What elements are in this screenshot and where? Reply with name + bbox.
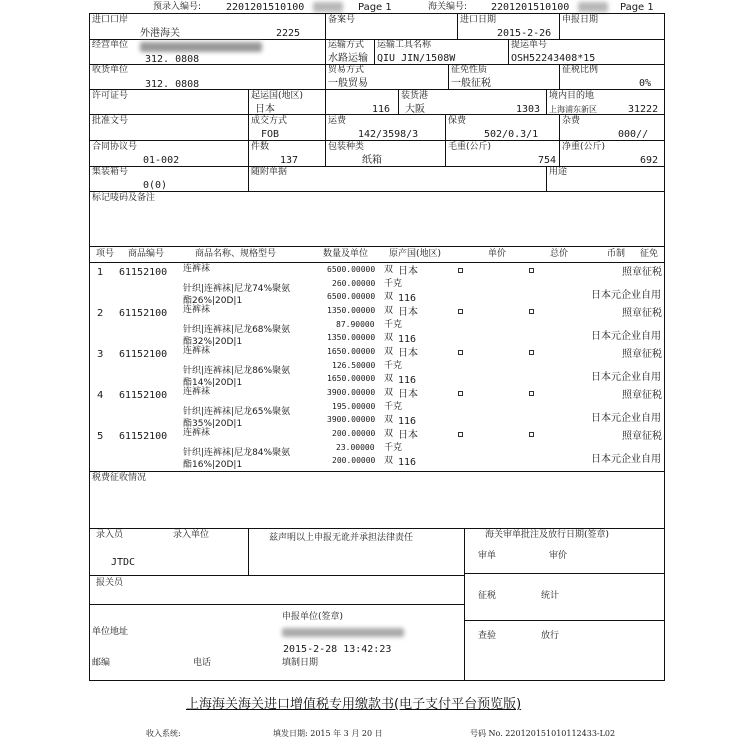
- item-unit1: 双: [384, 265, 394, 275]
- item-qty2: 87.90000: [336, 320, 375, 329]
- bill-of-lading-label: 提运单号: [511, 40, 548, 50]
- misc-fee-label: 杂费: [562, 116, 581, 126]
- goods-header-currency: 币制: [607, 249, 626, 259]
- item-origin: 日本: [398, 266, 418, 277]
- goods-header-code: 商品编号: [128, 249, 165, 259]
- column-divider: [374, 39, 375, 64]
- item-qty3: 3900.00000: [327, 415, 376, 424]
- declare-date-label: 申报日期: [562, 15, 599, 25]
- page-indicator-right: Page 1: [620, 2, 654, 13]
- container-number-value: 0(0): [143, 180, 168, 191]
- item-code: 61152100: [119, 431, 168, 442]
- import-port-label: 进口口岸: [92, 15, 129, 25]
- loading-port-code: 1303: [516, 104, 541, 115]
- form-bottom-border: [89, 680, 665, 681]
- review-label: 审单: [478, 551, 497, 561]
- item-no: 4: [97, 390, 104, 401]
- item-name: 连裤袜: [183, 428, 211, 438]
- column-divider: [398, 89, 399, 114]
- item-origin-code: 116: [398, 457, 417, 468]
- vessel-name-label: 运输工具名称: [377, 40, 432, 50]
- levy-nature-value: 一般征税: [451, 78, 491, 89]
- item-no: 3: [97, 349, 104, 360]
- pieces-value: 137: [280, 155, 299, 166]
- levy-nature-label: 征免性质: [451, 65, 488, 75]
- item-qty3: 6500.00000: [327, 292, 376, 301]
- item-spec-line2: 酯26%|20D|1: [183, 296, 243, 306]
- levy-review-label: 征税: [478, 591, 497, 601]
- checkbox-icon: [529, 268, 534, 273]
- net-weight-value: 692: [640, 155, 659, 166]
- goods-header-item-no: 项号: [96, 249, 115, 259]
- item-unit1: 双: [384, 347, 394, 357]
- deal-mode-value: FOB: [261, 129, 280, 140]
- item-origin-code: 116: [398, 293, 417, 304]
- pre-entry-label: 预录入编号:: [153, 2, 202, 12]
- receiver-system-label: 收入系统:: [146, 729, 181, 738]
- item-spec-line1: 针织|连裤袜|尼龙86%聚氨: [183, 366, 291, 376]
- net-weight-label: 净重(公斤): [562, 142, 606, 152]
- transport-mode-label: 运输方式: [328, 40, 365, 50]
- approval-number-label: 批准文号: [92, 116, 129, 126]
- origin-country-code: 116: [372, 104, 391, 115]
- goods-header-levy: 征免: [640, 249, 659, 259]
- item-name: 连裤袜: [183, 346, 211, 356]
- deal-mode-label: 成交方式: [251, 116, 288, 126]
- customs-approval-title: 海关审单批注及放行日期(签章): [485, 530, 610, 540]
- item-unit3: 双: [384, 456, 394, 466]
- customs-number-label: 海关编号:: [428, 2, 468, 12]
- misc-fee-value: 000//: [618, 129, 649, 140]
- item-qty1: 1350.00000: [327, 306, 376, 315]
- item-origin-code: 116: [398, 375, 417, 386]
- insurance-label: 保费: [448, 116, 467, 126]
- item-unit2: 千克: [384, 320, 403, 330]
- item-spec-line1: 针织|连裤袜|尼龙68%聚氨: [183, 325, 291, 335]
- item-qty2: 23.00000: [336, 443, 375, 452]
- item-spec-line1: 针织|连裤袜|尼龙74%聚氨: [183, 284, 291, 294]
- checkbox-icon: [529, 432, 534, 437]
- destination-label: 境内目的地: [549, 91, 595, 101]
- item-name: 连裤袜: [183, 305, 211, 315]
- redaction-mark: [578, 2, 608, 12]
- inspection-label: 查验: [478, 631, 497, 641]
- item-unit2: 千克: [384, 443, 403, 453]
- checkbox-icon: [458, 309, 463, 314]
- item-levy: 照章征税: [622, 267, 662, 278]
- row-divider: [464, 573, 664, 574]
- column-divider: [464, 528, 465, 680]
- phone-label: 电话: [193, 658, 212, 668]
- entry-unit-label: 录入单位: [173, 530, 210, 540]
- column-divider: [325, 13, 326, 166]
- column-divider: [559, 64, 560, 89]
- item-spec-line1: 针织|连裤袜|尼龙84%聚氨: [183, 448, 291, 458]
- form-top-border: [89, 13, 665, 14]
- column-divider: [559, 13, 560, 39]
- checkbox-icon: [529, 350, 534, 355]
- item-unit2: 千克: [384, 361, 403, 371]
- row-divider: [89, 528, 665, 529]
- item-qty1: 6500.00000: [327, 265, 376, 274]
- item-code: 61152100: [119, 390, 168, 401]
- container-number-label: 集装箱号: [92, 167, 129, 177]
- import-date-label: 进口日期: [460, 15, 497, 25]
- redaction-mark: [313, 2, 343, 12]
- item-unit2: 千克: [384, 402, 403, 412]
- item-origin: 日本: [398, 348, 418, 359]
- statistics-label: 统计: [541, 591, 560, 601]
- goods-header-name: 商品名称、规格型号: [195, 249, 277, 259]
- gross-weight-value: 754: [538, 155, 557, 166]
- item-qty2: 195.00000: [332, 402, 376, 411]
- row-divider: [89, 604, 464, 605]
- column-divider: [448, 64, 449, 89]
- entry-person-value: JTDC: [111, 557, 136, 568]
- license-number-label: 许可证号: [92, 91, 129, 101]
- item-levy: 照章征税: [622, 390, 662, 401]
- consignee-code: 312. 0808: [145, 79, 200, 90]
- item-qty1: 200.00000: [332, 429, 376, 438]
- item-spec-line2: 酯16%|20D|1: [183, 460, 243, 470]
- column-divider: [248, 528, 249, 575]
- checkbox-icon: [458, 432, 463, 437]
- operator-label: 经营单位: [92, 40, 129, 50]
- declare-unit-label: 申报单位(签章): [282, 612, 344, 622]
- column-divider: [546, 89, 547, 114]
- tax-collection-label: 税费征收情况: [92, 473, 147, 483]
- item-origin-code: 116: [398, 334, 417, 345]
- trade-mode-value: 一般贸易: [328, 78, 368, 89]
- record-number-label: 备案号: [328, 15, 356, 25]
- goods-header-origin: 原产国(地区): [389, 249, 442, 259]
- checkbox-icon: [458, 350, 463, 355]
- zip-code-label: 邮编: [92, 658, 111, 668]
- item-unit3: 双: [384, 374, 394, 384]
- pieces-label: 件数: [251, 142, 270, 152]
- item-origin: 日本: [398, 307, 418, 318]
- trade-mode-label: 贸易方式: [328, 65, 365, 75]
- item-unit1: 双: [384, 306, 394, 316]
- package-type-label: 包装种类: [328, 142, 365, 152]
- item-origin-code: 116: [398, 416, 417, 427]
- marks-remarks-label: 标记唛码及备注: [92, 193, 156, 203]
- item-qty1: 3900.00000: [327, 388, 376, 397]
- column-divider: [546, 166, 547, 191]
- freight-label: 运费: [328, 116, 347, 126]
- checkbox-icon: [529, 391, 534, 396]
- import-date-value: 2015-2-26: [497, 28, 552, 39]
- document-number: 号码 No. 220120151010112433-L02: [470, 729, 616, 738]
- item-name: 连裤袜: [183, 387, 211, 397]
- row-divider: [89, 246, 665, 247]
- redaction-mark: [282, 628, 404, 637]
- destination-code: 31222: [628, 104, 659, 115]
- price-review-label: 审价: [549, 551, 568, 561]
- item-origin: 日本: [398, 430, 418, 441]
- page-indicator-left: Page 1: [358, 2, 392, 13]
- item-note: 日本元企业自用: [591, 413, 661, 424]
- redaction-mark: [140, 42, 262, 52]
- item-unit3: 双: [384, 415, 394, 425]
- item-code: 61152100: [119, 308, 168, 319]
- item-no: 5: [97, 431, 104, 442]
- package-type-value: 纸箱: [362, 155, 382, 166]
- item-levy: 照章征税: [622, 349, 662, 360]
- column-divider: [559, 114, 560, 166]
- item-spec-line2: 酯35%|20D|1: [183, 419, 243, 429]
- gross-weight-label: 毛重(公斤): [448, 142, 492, 152]
- origin-country-label: 起运国(地区): [251, 91, 304, 101]
- operator-code: 312. 0808: [145, 54, 200, 65]
- item-no: 1: [97, 267, 104, 278]
- freight-value: 142/3598/3: [358, 129, 419, 140]
- consignee-label: 收货单位: [92, 65, 129, 75]
- item-unit2: 千克: [384, 279, 403, 289]
- item-levy: 照章征税: [622, 308, 662, 319]
- declare-datetime: 2015-2-28 13:42:23: [283, 644, 392, 655]
- item-origin: 日本: [398, 389, 418, 400]
- item-code: 61152100: [119, 267, 168, 278]
- origin-country-value: 日本: [255, 104, 275, 115]
- item-spec-line2: 酯32%|20D|1: [183, 337, 243, 347]
- usage-label: 用途: [549, 167, 568, 177]
- contract-number-label: 合同协议号: [92, 142, 138, 152]
- item-name: 连裤袜: [183, 264, 211, 274]
- entry-person-label: 录入员: [96, 530, 124, 540]
- checkbox-icon: [529, 309, 534, 314]
- goods-header-divider: [89, 262, 665, 263]
- transport-mode-value: 水路运输: [328, 53, 368, 64]
- levy-ratio-label: 征税比例: [562, 65, 599, 75]
- item-qty1: 1650.00000: [327, 347, 376, 356]
- item-unit3: 双: [384, 292, 394, 302]
- column-divider: [508, 39, 509, 64]
- attached-docs-label: 随附单据: [251, 167, 288, 177]
- goods-header-quantity: 数量及单位: [323, 249, 369, 259]
- item-note: 日本元企业自用: [591, 454, 661, 465]
- item-code: 61152100: [119, 349, 168, 360]
- declaration-statement: 兹声明以上申报无讹并承担法律责任: [269, 533, 414, 543]
- item-qty2: 126.50000: [332, 361, 376, 370]
- document-caption: 上海海关海关进口增值税专用缴款书(电子支付平台预览版): [186, 697, 522, 712]
- loading-port-value: 大阪: [405, 104, 425, 115]
- goods-header-unit-price: 单价: [488, 249, 507, 259]
- item-qty2: 260.00000: [332, 279, 376, 288]
- unit-address-label: 单位地址: [92, 627, 129, 637]
- item-qty3: 200.00000: [332, 456, 376, 465]
- item-note: 日本元企业自用: [591, 290, 661, 301]
- checkbox-icon: [458, 268, 463, 273]
- release-label: 放行: [541, 631, 560, 641]
- row-divider: [89, 191, 665, 192]
- item-qty3: 1350.00000: [327, 333, 376, 342]
- column-divider: [248, 89, 249, 191]
- pre-entry-number: 2201201510100: [226, 2, 305, 13]
- item-spec-line2: 酯14%|20D|1: [183, 378, 243, 388]
- column-divider: [445, 114, 446, 166]
- item-note: 日本元企业自用: [591, 372, 661, 383]
- customs-number: 2201201510100: [491, 2, 570, 13]
- loading-port-label: 装货港: [401, 91, 429, 101]
- contract-number-value: 01-002: [143, 155, 180, 166]
- goods-header-total: 总价: [550, 249, 569, 259]
- item-unit1: 双: [384, 429, 394, 439]
- row-divider: [89, 471, 665, 472]
- item-unit3: 双: [384, 333, 394, 343]
- row-divider: [89, 166, 665, 167]
- levy-ratio-value: 0%: [639, 78, 652, 89]
- item-spec-line1: 针织|连裤袜|尼龙65%聚氨: [183, 407, 291, 417]
- row-divider: [89, 575, 464, 576]
- bill-of-lading-value: OSH52243408*15: [511, 53, 596, 64]
- import-port-code: 2225: [276, 28, 301, 39]
- column-divider: [457, 13, 458, 39]
- row-divider: [464, 620, 664, 621]
- vessel-name-value: QIU JIN/1508W: [377, 53, 456, 64]
- issue-date: 填发日期: 2015 年 3 月 20 日: [273, 729, 383, 738]
- declarer-label: 报关员: [96, 578, 124, 588]
- item-qty3: 1650.00000: [327, 374, 376, 383]
- checkbox-icon: [458, 391, 463, 396]
- destination-value: 上海浦东新区: [549, 105, 597, 114]
- import-port-value: 外港海关: [140, 28, 180, 39]
- row-divider: [89, 140, 665, 141]
- item-note: 日本元企业自用: [591, 331, 661, 342]
- item-no: 2: [97, 308, 104, 319]
- insurance-value: 502/0.3/1: [484, 129, 539, 140]
- item-levy: 照章征税: [622, 431, 662, 442]
- item-unit1: 双: [384, 388, 394, 398]
- fill-date-label: 填制日期: [282, 658, 319, 668]
